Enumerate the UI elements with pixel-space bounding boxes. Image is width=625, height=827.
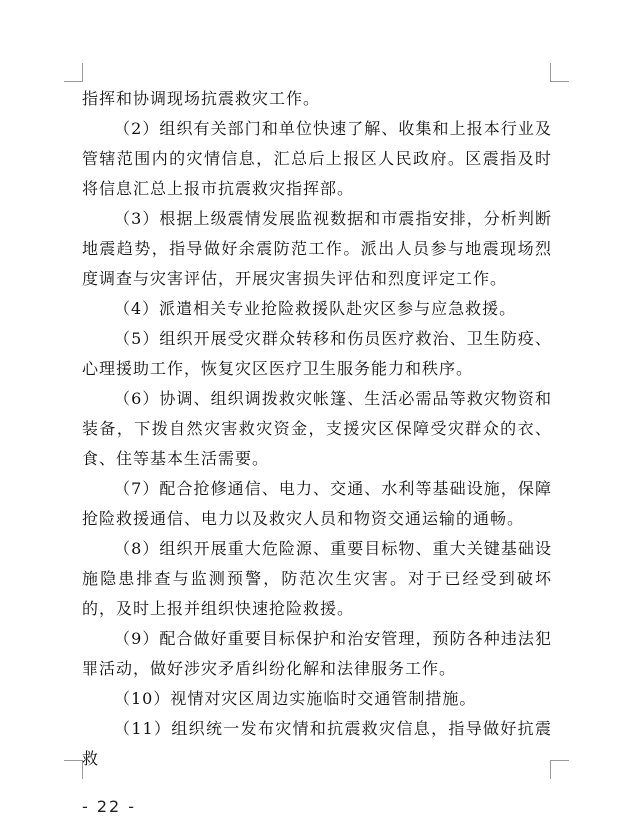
paragraph-item-11: （11）组织统一发布灾情和抗震救灾信息，指导做好抗震救 bbox=[82, 719, 552, 768]
paragraph-item-3: （3）根据上级震情发展监视数据和市震指安排，分析判断地震趋势，指导做好余震防范工作。派出人员参与地震现场烈度调查与灾害评估，开展灾害损失评估和烈度评定工作。 bbox=[82, 209, 552, 288]
paragraph-item-4: （4）派遣相关专业抢险救援队赴灾区参与应急救援。 bbox=[114, 299, 517, 318]
paragraph-continuation: 指挥和协调现场抗震救灾工作。 bbox=[82, 89, 321, 108]
paragraph-item-6: （6）协调、组织调拨救灾帐篷、生活必需品等救灾物资和装备，下拨自然灾害救灾资金，支援灾区保障受灾群众的衣、食、住等基本生活需要。 bbox=[82, 389, 552, 468]
crop-mark-top-left bbox=[64, 63, 83, 82]
page-number: - 22 - bbox=[82, 797, 137, 816]
crop-mark-bottom-left bbox=[64, 760, 83, 779]
paragraph-item-10: （10）视情对灾区周边实施临时交通管制措施。 bbox=[114, 689, 477, 708]
crop-mark-top-right bbox=[550, 63, 569, 82]
paragraph-item-9: （9）配合做好重要目标保护和治安管理，预防各种违法犯罪活动，做好涉灾矛盾纠纷化解和法律服务工作。 bbox=[82, 629, 552, 678]
paragraph-item-2: （2）组织有关部门和单位快速了解、收集和上报本行业及管辖范围内的灾情信息，汇总后上报区人民政府。区震指及时将信息汇总上报市抗震救灾指挥部。 bbox=[82, 119, 552, 198]
paragraph-item-7: （7）配合抢修通信、电力、交通、水利等基础设施，保障抢险救援通信、电力以及救灾人员和物资交通运输的通畅。 bbox=[82, 479, 552, 528]
crop-mark-bottom-right bbox=[550, 760, 569, 779]
paragraph-item-5: （5）组织开展受灾群众转移和伤员医疗救治、卫生防疫、心理援助工作，恢复灾区医疗卫生服务能力和秩序。 bbox=[82, 329, 552, 378]
document-body bbox=[82, 84, 552, 774]
paragraph-item-8: （8）组织开展重大危险源、重要目标物、重大关键基础设施隐患排查与监测预警，防范次生灾害。对于已经受到破坏的，及时上报并组织快速抢险救援。 bbox=[82, 539, 552, 618]
